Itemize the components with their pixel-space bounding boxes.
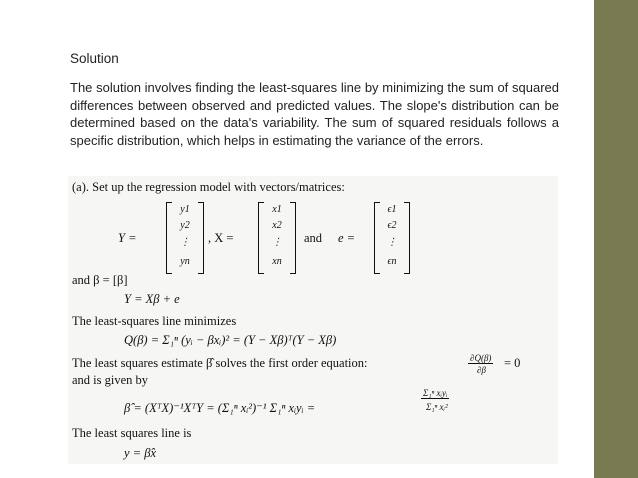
y-entry-4: yn (180, 256, 190, 267)
x-bracket-right (290, 202, 296, 274)
x-label: , X = (208, 231, 234, 245)
beta-hat-numerator: Σ₁ⁿ xᵢyᵢ (423, 388, 448, 398)
y-entry-1: y1 (180, 204, 190, 215)
derivative-denominator: ∂β (477, 365, 486, 375)
derivative-numerator: ∂Q(β) (470, 353, 492, 363)
minimizes-text: The least-squares line minimizes (72, 314, 237, 328)
least-squares-line-equation: y = β̂x (124, 446, 157, 460)
beta-definition: and β = [β] (72, 273, 128, 287)
y-entry-2: y2 (180, 220, 190, 231)
e-label: e = (338, 231, 356, 245)
accent-sidebar (594, 0, 638, 478)
y-bracket-right (198, 202, 204, 274)
y-entry-3: ⋮ (180, 237, 190, 248)
slide-heading: Solution (70, 51, 119, 66)
given-by-text: and is given by (72, 373, 149, 387)
least-squares-line-text: The least squares line is (72, 426, 192, 440)
derivative-equals-zero: = 0 (504, 356, 521, 370)
part-a-heading: (a). Set up the regression model with vectors/matrices: (72, 180, 345, 194)
x-entry-2: x2 (272, 220, 282, 231)
slide-paragraph: The solution involves finding the least-squares line by minimizing the sum of squared differences between observed and predicted values. The slope's distribution can be determined based on the data's variability. The sum of squared residuals follows a specific distribution, which helps in estimating the variance of the errors. (70, 80, 559, 148)
e-bracket-right (404, 202, 410, 274)
math-derivation-image (68, 176, 558, 464)
regression-model: Y = Xβ + e (124, 292, 180, 306)
e-entry-2: ϵ2 (387, 220, 397, 231)
e-entry-1: ϵ1 (387, 204, 397, 215)
x-entry-1: x1 (272, 204, 282, 215)
beta-hat-equation: β̂ = (XᵀX)⁻¹XᵀY = (Σ₁ⁿ xᵢ²)⁻¹ Σ₁ⁿ xᵢyᵢ = (124, 401, 316, 415)
estimate-text: The least squares estimate β̂ solves the first order equation: (72, 356, 368, 370)
objective-equation: Q(β) = Σ₁ⁿ (yᵢ − βxᵢ)² = (Y − Xβ)ᵀ(Y − Xβ) (124, 333, 337, 347)
beta-hat-denominator: Σ₁ⁿ xᵢ² (426, 402, 448, 412)
e-entry-3: ⋮ (387, 237, 397, 248)
e-entry-4: ϵn (387, 256, 397, 267)
and-label: and (304, 231, 323, 245)
x-entry-3: ⋮ (272, 237, 282, 248)
x-entry-4: xn (272, 256, 282, 267)
y-label: Y = (118, 231, 137, 245)
